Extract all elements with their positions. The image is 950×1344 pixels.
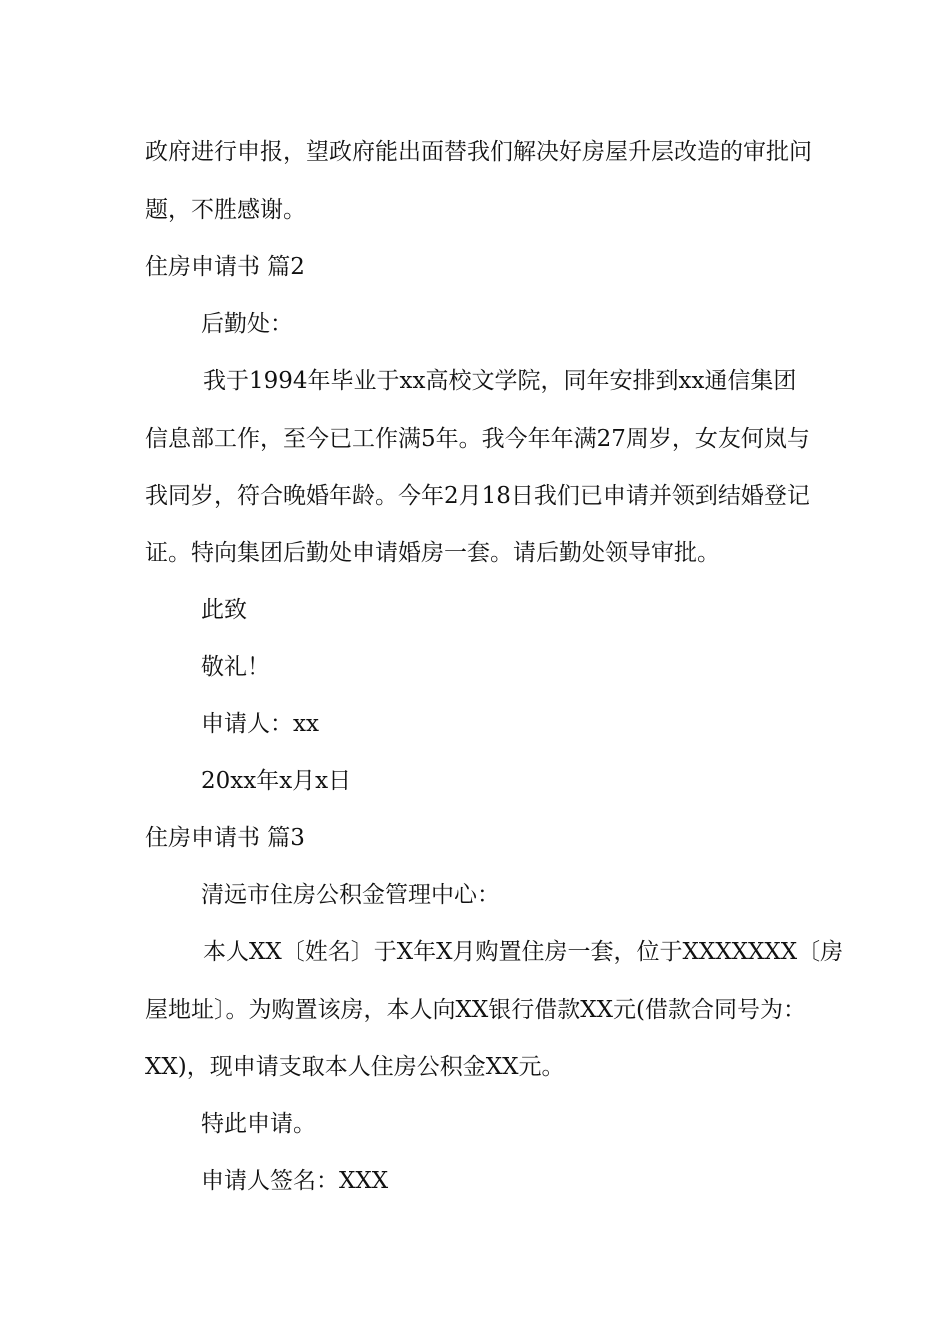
addressee: 清远市住房公积金管理中心：	[201, 882, 500, 908]
addressee: 后勤处：	[201, 311, 293, 337]
applicant-line: 申请人：xx	[201, 711, 319, 737]
paragraph-line: 政府进行申报，望政府能出面替我们解决好房屋升层改造的审批问	[145, 139, 812, 165]
request-line: 特此申请。	[201, 1111, 316, 1137]
body-line: 我于1994年毕业于xx高校文学院，同年安排到xx通信集团	[203, 368, 797, 394]
closing-line: 此致	[201, 597, 247, 623]
date-line: 20xx年x月x日	[201, 768, 352, 794]
paragraph-line: 题，不胜感谢。	[145, 197, 306, 223]
signature-line: 申请人签名：XXX	[201, 1168, 389, 1194]
body-line: 我同岁，符合晚婚年龄。今年2月18日我们已申请并领到结婚登记	[145, 483, 810, 509]
body-line: 屋地址〕。为购置该房，本人向XX银行借款XX元(借款合同号为：	[145, 997, 806, 1023]
body-line: XX)，现申请支取本人住房公积金XX元。	[145, 1054, 565, 1080]
body-line: 本人XX〔姓名〕于X年X月购置住房一套，位于XXXXXXX〔房	[203, 939, 844, 965]
body-line: 信息部工作，至今已工作满5年。我今年年满27周岁，女友何岚与	[145, 426, 810, 452]
section-heading: 住房申请书 篇2	[145, 254, 305, 280]
closing-line: 敬礼！	[201, 654, 270, 680]
section-heading: 住房申请书 篇3	[145, 825, 305, 851]
body-line: 证。特向集团后勤处申请婚房一套。请后勤处领导审批。	[145, 540, 720, 566]
